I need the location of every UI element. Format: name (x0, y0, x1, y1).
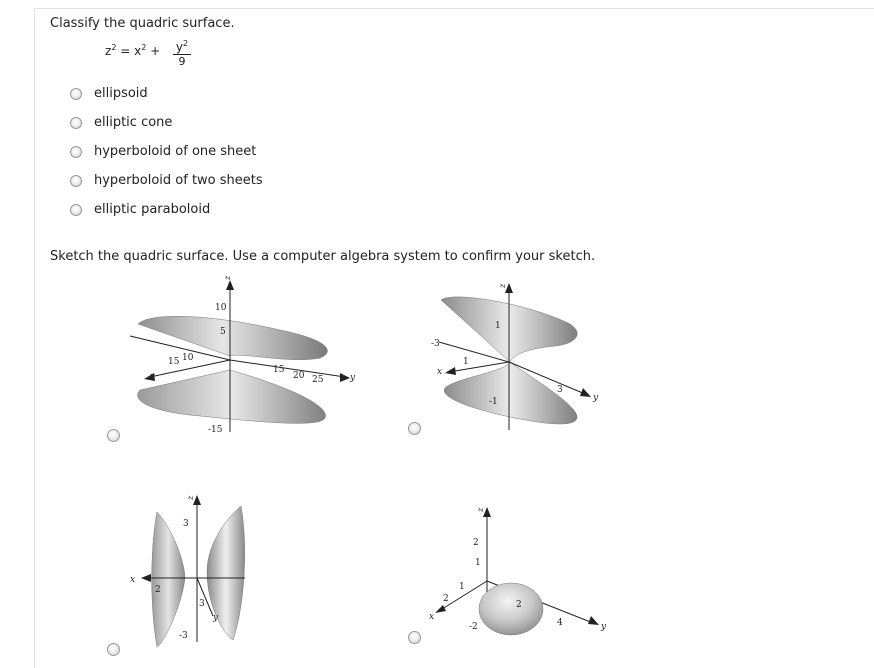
option-hyperboloid-one-sheet[interactable] (70, 143, 330, 163)
radio-button[interactable] (70, 117, 82, 129)
y-axis-label: y (213, 613, 219, 623)
y-tick-label: 20 (293, 371, 305, 381)
y-arrow-icon (340, 373, 350, 382)
eq-term1-exp: 2 (141, 43, 147, 52)
y-tick-label: 3 (199, 599, 205, 609)
option-label: hyperboloid of two sheets (94, 173, 263, 188)
plot-a-radio-button[interactable] (107, 429, 120, 442)
z-axis-label: z (498, 283, 507, 288)
surface-ellipsoid (479, 583, 543, 635)
plot-d-ellipsoid-graph (425, 503, 610, 638)
z-axis-label: z (223, 275, 232, 280)
option-hyperboloid-two-sheets[interactable] (70, 172, 330, 192)
z-tick-label: 5 (220, 327, 226, 337)
x-tick-label: 1 (463, 357, 469, 367)
z-tick-label: 1 (495, 321, 501, 331)
y-tick-label: 3 (557, 385, 563, 395)
x-axis-label: x (429, 612, 435, 622)
eq-num-base: y (175, 40, 183, 54)
option-label: hyperboloid of one sheet (94, 144, 257, 159)
y-axis-label: y (350, 373, 356, 383)
y-tick-label: 4 (557, 618, 563, 628)
x-tick-label: 15 (168, 357, 180, 367)
z-tick-label: -1 (489, 397, 498, 407)
y-tick-label: 2 (516, 600, 522, 610)
x-axis-label: x (150, 372, 156, 382)
option-label: ellipsoid (94, 86, 148, 101)
plot-d-radio-button[interactable] (408, 631, 421, 644)
plot-b-cone-graph (425, 280, 605, 435)
option-label: elliptic cone (94, 115, 173, 130)
x-arrow-icon (141, 574, 151, 582)
z-tick-label: 10 (215, 303, 227, 313)
eq-term1-base: x (134, 44, 142, 58)
y-tick-label: 15 (273, 365, 285, 375)
plot-c-radio-button[interactable] (107, 643, 120, 656)
z-tick-label: -15 (208, 425, 223, 435)
x-tick-label: 10 (182, 353, 194, 363)
x-tick-label: -3 (431, 339, 440, 349)
left-divider (34, 8, 35, 668)
eq-fraction (173, 41, 191, 68)
surface-upper-nappe (138, 316, 327, 359)
option-elliptic-cone[interactable] (70, 114, 330, 134)
option-elliptic-paraboloid[interactable] (70, 201, 330, 221)
z-tick-label: -3 (179, 631, 188, 641)
radio-button[interactable] (70, 146, 82, 158)
quadric-equation (105, 39, 189, 68)
y-arrow-icon (588, 616, 599, 625)
z-tick-label: 2 (473, 538, 479, 548)
x-tick-label: 2 (443, 594, 449, 604)
option-label: elliptic paraboloid (94, 202, 211, 217)
z-tick-label: -2 (469, 622, 478, 632)
eq-lhs-base: z (105, 44, 112, 58)
radio-button[interactable] (70, 175, 82, 187)
radio-button[interactable] (70, 88, 82, 100)
z-arrow-icon (226, 280, 234, 290)
z-tick-label: 3 (183, 519, 189, 529)
top-divider (34, 8, 874, 9)
z-axis-label: z (186, 495, 195, 500)
surface-left-sheet (152, 512, 185, 647)
eq-frac-numerator (173, 41, 191, 55)
plot-c-hyperboloid-graph (125, 492, 265, 652)
y-axis-label: y (601, 622, 607, 632)
eq-frac-denominator: 9 (178, 55, 186, 68)
question-2-prompt: Sketch the quadric surface. Use a computer algebra system to confirm your sketch. (50, 249, 596, 264)
x-arrow-icon (435, 605, 446, 613)
z-axis-label: z (476, 507, 485, 512)
plot-a-cone-graph (120, 272, 370, 442)
option-ellipsoid[interactable] (70, 85, 330, 105)
x-tick-label: 1 (459, 582, 465, 592)
y-tick-label: 25 (312, 375, 324, 385)
radio-button[interactable] (70, 204, 82, 216)
eq-plus: + (150, 44, 161, 58)
x-axis-label: x (130, 575, 136, 585)
x-axis-label: x (437, 367, 443, 377)
question-1-prompt: Classify the quadric surface. (50, 16, 235, 31)
z-tick-label: 1 (475, 558, 481, 568)
eq-lhs-exp: 2 (111, 43, 117, 52)
plot-b-radio-button[interactable] (408, 422, 421, 435)
x-arrow-icon (445, 367, 456, 375)
y-axis-label: y (593, 393, 599, 403)
eq-num-exp: 2 (183, 39, 189, 48)
y-arrow-icon (580, 388, 591, 397)
x-tick-label: 2 (155, 585, 161, 595)
eq-equals: = (120, 44, 131, 58)
